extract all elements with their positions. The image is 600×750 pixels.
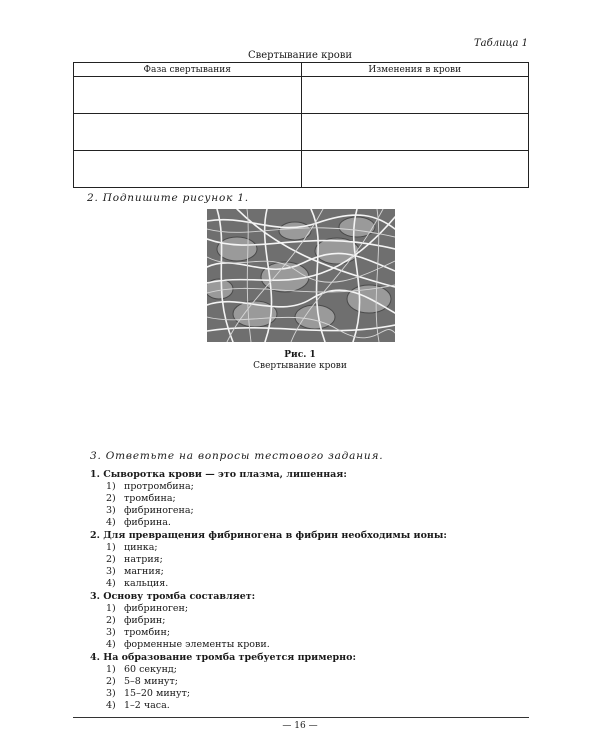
option-number: 1) — [106, 542, 116, 553]
option-number: 1) — [106, 664, 116, 675]
task-3-heading: 3. Ответьте на вопросы тестового задания. — [90, 450, 384, 462]
option-text: тромбина; — [124, 493, 176, 504]
answer-option — [106, 481, 194, 492]
option-number: 1) — [106, 603, 116, 614]
option-number: 2) — [106, 676, 116, 687]
option-text: протромбина; — [124, 481, 194, 492]
answer-option — [106, 627, 170, 638]
option-text: фибрин; — [124, 615, 166, 626]
figure-caption: Свертывание крови — [253, 361, 347, 371]
option-number: 4) — [106, 700, 116, 711]
footer-divider — [73, 717, 529, 718]
table-cell-changes[interactable] — [301, 151, 529, 188]
table-header-phase: Фаза свертывания — [74, 63, 302, 77]
page-number: — 16 — — [282, 721, 318, 731]
table-row — [74, 114, 529, 151]
option-number: 3) — [106, 566, 116, 577]
answer-option — [106, 542, 158, 553]
answer-option — [106, 688, 190, 699]
answer-option — [106, 554, 163, 565]
table-title: Свертывание крови — [247, 50, 353, 61]
figure-number: Рис. 1 — [284, 350, 316, 360]
fibrin-network-image — [207, 209, 395, 342]
table-row — [74, 77, 529, 114]
option-number: 3) — [106, 505, 116, 516]
option-number: 4) — [106, 639, 116, 650]
table-cell-changes[interactable] — [301, 114, 529, 151]
answer-option — [106, 566, 164, 577]
answer-option — [106, 517, 171, 528]
option-number: 2) — [106, 615, 116, 626]
answer-option — [106, 676, 178, 687]
answer-option — [106, 615, 165, 626]
option-text: фибриноген; — [124, 603, 189, 614]
answer-option — [106, 664, 177, 675]
option-text: натрия; — [124, 554, 163, 565]
answer-option — [106, 603, 188, 614]
answer-option — [106, 639, 270, 650]
blood-clotting-table — [73, 62, 529, 188]
option-number: 4) — [106, 578, 116, 589]
option-text: 5–8 минут; — [124, 676, 178, 687]
option-number: 2) — [106, 493, 116, 504]
task-2-heading: 2. Подпишите рисунок 1. — [87, 192, 249, 204]
answer-option — [106, 493, 176, 504]
option-text: фибрина. — [124, 517, 171, 528]
table-row — [74, 151, 529, 188]
table-cell-phase[interactable] — [74, 77, 302, 114]
answer-option — [106, 578, 168, 589]
option-number: 1) — [106, 481, 116, 492]
table-header-changes: Изменения в крови — [301, 63, 529, 77]
table-label: Таблица 1 — [473, 38, 528, 49]
option-text: тромбин; — [124, 627, 171, 638]
question-1: 1. Сыворотка крови — это плазма, лишенная: — [90, 469, 347, 480]
option-number: 2) — [106, 554, 116, 565]
table-cell-phase[interactable] — [74, 151, 302, 188]
option-text: фибриногена; — [124, 505, 194, 516]
question-2: 2. Для превращения фибриногена в фибрин необходимы ионы: — [90, 530, 447, 541]
option-number: 4) — [106, 517, 116, 528]
question-3: 3. Основу тромба составляет: — [90, 591, 256, 602]
option-text: 1–2 часа. — [124, 700, 170, 711]
answer-option — [106, 505, 194, 516]
table-cell-phase[interactable] — [74, 114, 302, 151]
option-text: магния; — [124, 566, 164, 577]
option-number: 3) — [106, 688, 116, 699]
table-cell-changes[interactable] — [301, 77, 529, 114]
option-text: форменные элементы крови. — [124, 639, 270, 650]
option-number: 3) — [106, 627, 116, 638]
option-text: кальция. — [124, 578, 169, 589]
option-text: цинка; — [124, 542, 158, 553]
question-4: 4. На образование тромба требуется примерно: — [90, 652, 356, 663]
option-text: 15–20 минут; — [124, 688, 191, 699]
answer-option — [106, 700, 170, 711]
option-text: 60 секунд; — [124, 664, 177, 675]
